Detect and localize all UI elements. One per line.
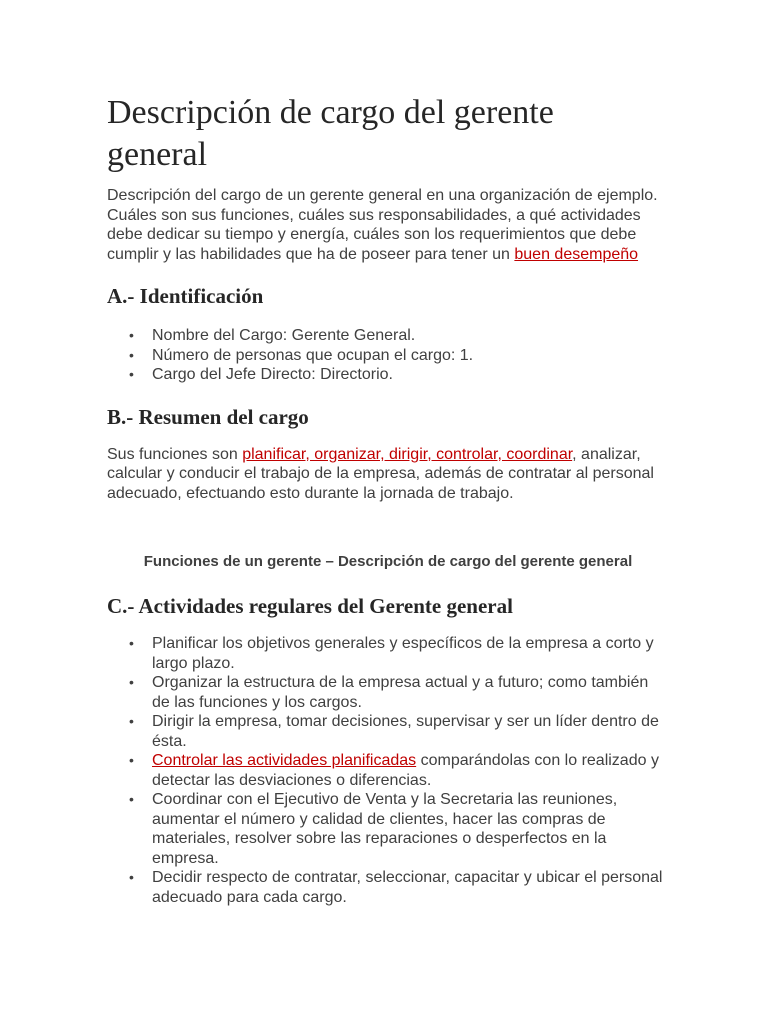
text-segment: Coordinar con el Ejecutivo de Venta y la Secretaria las reuniones, aumentar el número y calidad de clientes, hacer las compras de materiales, resolver sobre las reparaciones o desperfectos en la empresa. [152, 791, 618, 867]
text-segment: Planificar los objetivos generales y específicos de la empresa a corto y largo plazo. [152, 635, 654, 672]
list-item [107, 712, 669, 751]
section-b-heading: B.- Resumen del cargo [107, 404, 309, 429]
bullet-icon: • [129, 674, 134, 690]
title-line-1: Descripción de cargo del gerente [107, 94, 554, 131]
section-a-heading: A.- Identificación [107, 284, 264, 308]
bullet-icon: • [129, 635, 134, 651]
bullet-icon: • [129, 791, 134, 807]
list-item [107, 751, 669, 790]
section-b-paragraph [107, 445, 669, 504]
list-item [107, 365, 669, 385]
section-c-heading: C.- Actividades regulares del Gerente general [107, 594, 513, 618]
list-item [107, 673, 669, 712]
bullet-icon: • [129, 869, 134, 885]
bullet-icon: • [129, 752, 134, 768]
inline-link[interactable]: buen desempeño [514, 245, 639, 263]
text-segment: Sus funciones son [107, 445, 243, 463]
text-segment: Decidir respecto de contratar, seleccionar, capacitar y ubicar el personal adecuado para cada cargo. [152, 869, 663, 906]
text-segment: , analizar, calcular y conducir el trabajo de la empresa, además de contratar al personal adecuado, efectuando esto durante la jornada de trabajo. [107, 445, 654, 502]
section-c-list [107, 634, 669, 907]
text-segment: Número de personas que ocupan el cargo: 1. [152, 346, 474, 364]
title-line-2: general [107, 136, 208, 173]
bullet-icon: • [129, 327, 134, 343]
list-item [107, 326, 669, 346]
bullet-icon: • [129, 366, 134, 382]
inline-link[interactable]: Controlar las actividades planificadas [152, 752, 417, 769]
text-segment: Cargo del Jefe Directo: Directorio. [152, 366, 393, 383]
text-segment: Nombre del Cargo: Gerente General. [152, 327, 416, 344]
list-item [107, 346, 669, 366]
list-item [107, 868, 669, 907]
page-title [107, 92, 669, 176]
bullet-icon: • [129, 346, 134, 363]
text-segment: Descripción del cargo de un gerente general en una organización de ejemplo. Cuáles son sus funciones, cuáles sus responsabilidades, a qué actividades debe dedicar su tiempo y energía, cuáles son los requerimientos que debe cumplir y las habilidades que ha de poseer para tener un [107, 187, 658, 263]
inline-link[interactable]: planificar, organizar, dirigir, controlar, coordinar [242, 445, 573, 463]
list-item [107, 790, 669, 868]
text-segment: Dirigir la empresa, tomar decisiones, supervisar y ser un líder dentro de ésta. [152, 713, 659, 750]
text-segment: Organizar la estructura de la empresa actual y a futuro; como también de las funciones y los cargos. [152, 674, 649, 711]
text-segment: comparándolas con lo realizado y detectar las desviaciones o diferencias. [152, 752, 659, 789]
intro-paragraph [107, 186, 669, 264]
figure-caption: Funciones de un gerente – Descripción de cargo del gerente general [143, 553, 633, 570]
list-item [107, 634, 669, 673]
bullet-icon: • [129, 713, 134, 729]
document-content [107, 92, 669, 907]
section-a-list [107, 326, 669, 385]
